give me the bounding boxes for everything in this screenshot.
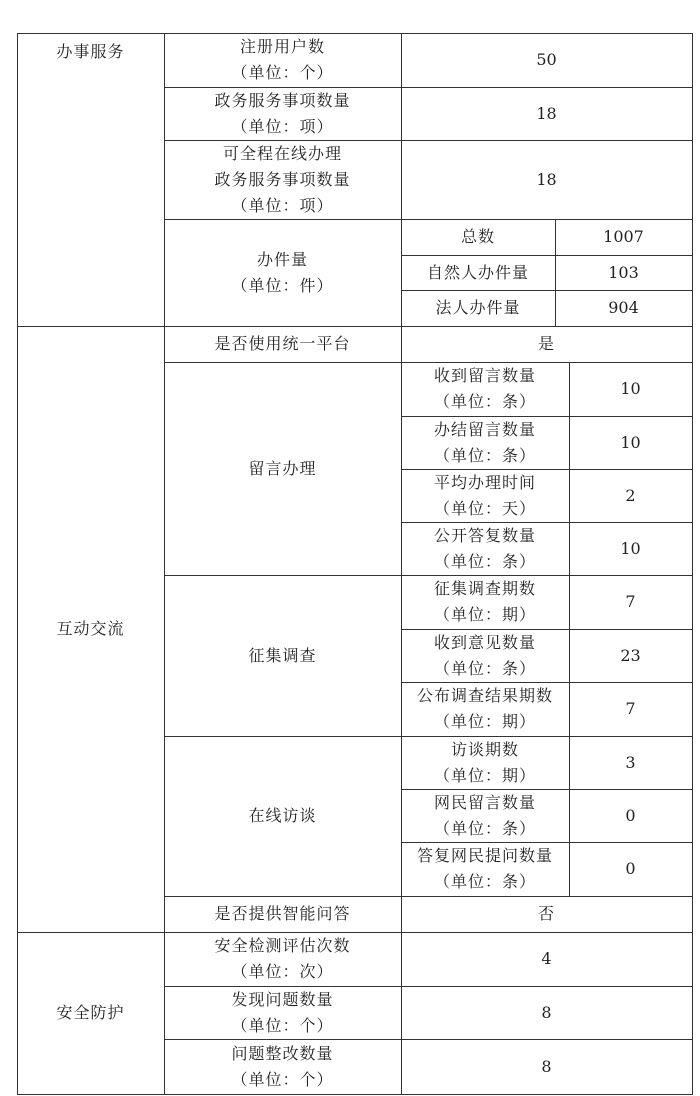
cases-label xyxy=(164,219,401,326)
smart-qa-value xyxy=(401,896,692,932)
cell-text: 自然人办件量 xyxy=(426,262,529,282)
service-items-value xyxy=(401,87,692,140)
cell-text: （单位：期） xyxy=(433,712,536,731)
security-issues-value xyxy=(401,986,692,1039)
interview-netizen-msgs-label xyxy=(401,789,569,842)
cell-text: （单位：个） xyxy=(231,1015,334,1035)
cell-text: 2 xyxy=(625,485,636,505)
unified-platform-label xyxy=(164,326,401,362)
cell-text: 法人办件量 xyxy=(435,298,521,317)
cell-text: （单位：条） xyxy=(433,818,536,838)
section-label-office xyxy=(17,33,164,332)
security-fixes-label xyxy=(164,1039,401,1094)
cell-text: （单位：条） xyxy=(433,872,536,891)
cell-text: 1007 xyxy=(603,227,644,246)
messages-concluded-label xyxy=(401,416,569,469)
cell-text: 是 xyxy=(537,334,555,353)
cell-text: 50 xyxy=(536,50,557,69)
cell-text: 0 xyxy=(625,805,636,825)
cell-text: 在线访谈 xyxy=(248,806,317,825)
cell-text: （单位：项） xyxy=(231,116,334,136)
cell-text: 办件量 xyxy=(256,249,308,269)
messages-received-value xyxy=(569,362,692,416)
messages-avg-time-value xyxy=(569,469,692,522)
cases-total-value xyxy=(555,219,692,255)
interview-group-label xyxy=(164,736,401,896)
cell-text: 总数 xyxy=(460,227,495,246)
cell-text: 3 xyxy=(625,752,636,772)
messages-concluded-value xyxy=(569,416,692,469)
cell-text: 问题整改数量 xyxy=(231,1043,334,1063)
cell-text: 904 xyxy=(608,298,639,317)
cell-text: 8 xyxy=(541,1002,552,1022)
cell-text: 收到留言数量 xyxy=(433,366,536,385)
cell-text: 安全检测评估次数 xyxy=(214,936,351,955)
cell-text: 18 xyxy=(536,169,557,189)
survey-results-label xyxy=(401,682,569,736)
cell-text: （单位：条） xyxy=(433,445,536,465)
section-label-interaction xyxy=(17,326,164,932)
cell-text: 征集调查 xyxy=(248,645,317,665)
cell-text: 否 xyxy=(537,904,555,923)
cell-text: 是否提供智能问答 xyxy=(214,904,351,923)
cases-natural-value xyxy=(555,255,692,290)
cell-text: 收到意见数量 xyxy=(433,632,536,652)
messages-received-label xyxy=(401,362,569,416)
cell-text: 办事服务 xyxy=(56,42,125,61)
cell-text: （单位：项） xyxy=(231,195,334,215)
survey-opinions-value xyxy=(569,629,692,682)
cell-text: 18 xyxy=(536,103,557,123)
cell-text: （单位：天） xyxy=(433,498,536,518)
unified-platform-value xyxy=(401,326,692,362)
cell-text: 留言办理 xyxy=(248,458,317,478)
cell-text: （单位：条） xyxy=(433,551,536,571)
cell-text: 103 xyxy=(608,262,639,282)
cases-total-label xyxy=(401,219,555,255)
interview-netizen-msgs-value xyxy=(569,789,692,842)
section-label-security xyxy=(17,932,164,1094)
registered-users-value xyxy=(401,33,692,87)
cases-natural-label xyxy=(401,255,555,290)
survey-results-value xyxy=(569,682,692,736)
cell-text: 7 xyxy=(625,592,636,611)
cell-text: 政务服务事项数量 xyxy=(214,90,351,110)
messages-avg-time-label xyxy=(401,469,569,522)
security-checks-value xyxy=(401,932,692,986)
cell-text: 0 xyxy=(625,859,636,878)
survey-periods-value xyxy=(569,575,692,629)
cell-text: （单位：期） xyxy=(433,605,536,624)
cell-text: 公开答复数量 xyxy=(433,525,536,545)
cell-text: （单位：个） xyxy=(231,1069,334,1089)
registered-users-label xyxy=(164,33,401,87)
interview-periods-label xyxy=(401,736,569,789)
cases-legal-label xyxy=(401,290,555,326)
cell-text: （单位：条） xyxy=(433,658,536,678)
cell-text: （单位：条） xyxy=(433,392,536,411)
cell-text: 注册用户数 xyxy=(239,37,325,56)
cell-text: 23 xyxy=(620,645,641,665)
cell-text: 访谈期数 xyxy=(450,739,519,759)
survey-group-label xyxy=(164,575,401,736)
online-items-value xyxy=(401,140,692,219)
cell-text: 可全程在线办理 xyxy=(222,143,342,163)
cell-text: 10 xyxy=(620,432,641,452)
cell-text: （单位：个） xyxy=(231,63,334,82)
interview-periods-value xyxy=(569,736,692,789)
messages-group-label xyxy=(164,362,401,575)
interview-answers-value xyxy=(569,842,692,896)
security-issues-label xyxy=(164,986,401,1039)
cell-text: 10 xyxy=(620,538,641,558)
cell-text: 政务服务事项数量 xyxy=(214,169,351,189)
cell-text: 10 xyxy=(620,379,641,398)
cell-text: （单位：次） xyxy=(231,962,334,981)
survey-opinions-label xyxy=(401,629,569,682)
cell-text: 发现问题数量 xyxy=(231,989,334,1009)
cell-text: 8 xyxy=(541,1056,552,1076)
cell-text: 公布调查结果期数 xyxy=(416,686,553,705)
service-items-label xyxy=(164,87,401,140)
survey-periods-label xyxy=(401,575,569,629)
cell-text: 7 xyxy=(625,699,636,718)
cell-text: 安全防护 xyxy=(56,1003,125,1022)
cell-text: 平均办理时间 xyxy=(433,472,536,492)
cell-text: 答复网民提问数量 xyxy=(416,846,553,865)
cell-text: 网民留言数量 xyxy=(433,792,536,812)
cell-text: 互动交流 xyxy=(56,619,125,638)
smart-qa-label xyxy=(164,896,401,932)
cases-legal-value xyxy=(555,290,692,326)
security-checks-label xyxy=(164,932,401,986)
cell-text: （单位：期） xyxy=(433,765,536,785)
cell-text: 办结留言数量 xyxy=(433,419,536,439)
online-items-label xyxy=(164,140,401,219)
messages-public-replies-label xyxy=(401,522,569,575)
cell-text: 4 xyxy=(541,949,552,968)
cell-text: （单位：件） xyxy=(231,275,334,295)
messages-public-replies-value xyxy=(569,522,692,575)
cell-text: 是否使用统一平台 xyxy=(214,334,351,353)
interview-answers-label xyxy=(401,842,569,896)
security-fixes-value xyxy=(401,1039,692,1094)
cell-text: 征集调查期数 xyxy=(433,579,536,598)
